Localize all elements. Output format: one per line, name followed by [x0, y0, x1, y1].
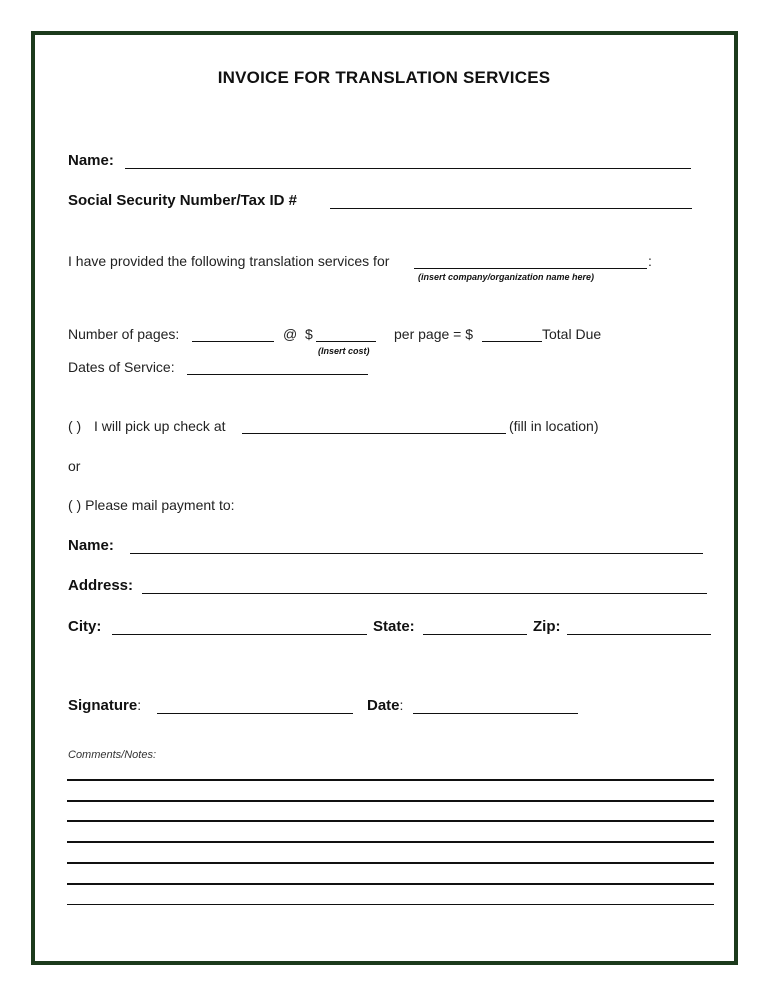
pages-label: Number of pages:	[68, 326, 180, 342]
dollar-sign: $	[305, 326, 313, 342]
ssn-field[interactable]	[330, 208, 692, 209]
company-hint: (insert company/organization name here)	[418, 272, 595, 282]
date-field[interactable]	[413, 713, 578, 714]
zip-label: Zip:	[533, 618, 561, 635]
notes-line[interactable]	[67, 862, 714, 864]
total-due-text: Total Due	[542, 326, 602, 342]
state-field[interactable]	[423, 634, 527, 635]
mail-name-label: Name:	[68, 537, 114, 554]
notes-line[interactable]	[67, 779, 714, 781]
dates-label: Dates of Service:	[68, 359, 175, 375]
at-sign: @	[283, 326, 298, 342]
signature-colon: :	[137, 697, 142, 713]
name-label: Name:	[68, 152, 114, 169]
signature-field[interactable]	[157, 713, 353, 714]
date-colon: :	[399, 697, 404, 713]
notes-line[interactable]	[67, 904, 714, 905]
provided-colon: :	[648, 253, 652, 269]
or-text: or	[68, 458, 81, 474]
notes-line[interactable]	[67, 820, 714, 822]
dates-field[interactable]	[187, 374, 368, 375]
pickup-suffix: (fill in location)	[509, 418, 599, 434]
cost-field[interactable]	[316, 341, 376, 342]
total-field[interactable]	[482, 341, 542, 342]
date-label-group	[367, 697, 403, 715]
name-field[interactable]	[125, 168, 691, 169]
pickup-checkbox[interactable]: ( )	[68, 418, 82, 434]
zip-field[interactable]	[567, 634, 711, 635]
address-label: Address:	[68, 577, 134, 594]
ssn-label: Social Security Number/Tax ID #	[68, 192, 297, 209]
provided-text: I have provided the following translation services for	[68, 253, 390, 269]
notes-line[interactable]	[67, 883, 714, 885]
mail-name-field[interactable]	[130, 553, 703, 554]
cost-hint: (Insert cost)	[318, 346, 370, 356]
state-label: State:	[373, 618, 415, 635]
per-page-text: per page = $	[394, 326, 474, 342]
city-field[interactable]	[112, 634, 367, 635]
notes-line[interactable]	[67, 800, 714, 802]
address-field[interactable]	[142, 593, 707, 594]
city-label: City:	[68, 618, 102, 635]
date-label: Date	[367, 697, 400, 714]
company-field[interactable]	[414, 268, 647, 269]
notes-line[interactable]	[67, 841, 714, 843]
mail-option[interactable]: ( ) Please mail payment to:	[68, 497, 235, 513]
comments-label: Comments/Notes:	[68, 749, 157, 761]
pages-field[interactable]	[192, 341, 274, 342]
invoice-title: INVOICE FOR TRANSLATION SERVICES	[217, 68, 551, 87]
signature-label-group	[68, 697, 141, 715]
signature-label: Signature	[68, 697, 138, 714]
pickup-location-field[interactable]	[242, 433, 506, 434]
pickup-text: I will pick up check at	[94, 418, 226, 434]
